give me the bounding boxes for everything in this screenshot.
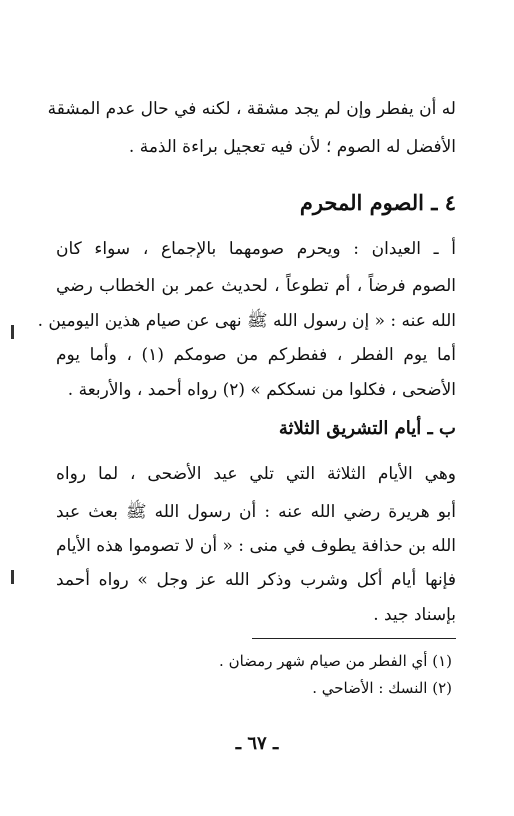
page-number: ـ ٦٧ ـ — [235, 733, 279, 754]
intro-line-1: له أن يفطر وإن لم يجد مشقة ، لكنه في حال عدم المشقة — [47, 99, 456, 119]
part-b-heading: ب ـ أيام التشريق الثلاثة — [278, 418, 456, 439]
margin-mark — [11, 570, 14, 584]
part-b-line-1: وهي الأيام الثلاثة التي تلي عيد الأضحى ، لما رواه — [56, 464, 456, 484]
part-a-line-2: الصوم فرضاً ، أم تطوعاً ، لحديث عمر بن الخطاب رضي — [56, 276, 456, 296]
margin-mark — [11, 325, 14, 339]
footnote-divider — [252, 638, 456, 639]
part-b-line-4: فإنها أيام أكل وشرب وذكر الله عز وجل » رواه أحمد — [56, 570, 456, 590]
footnote-1: (١) أي الفطر من صيام شهر رمضان . — [219, 652, 452, 670]
part-b-line-5: بإسناد جيد . — [373, 605, 456, 625]
part-a-line-1: أ ـ العيدان : ويحرم صومهما بالإجماع ، سواء كان — [56, 239, 456, 259]
part-a-line-4: أما يوم الفطر ، ففطركم من صومكم (١) ، وأما يوم — [56, 345, 456, 365]
intro-line-2: الأفضل له الصوم ؛ لأن فيه تعجيل براءة الذمة . — [128, 137, 456, 157]
part-b-line-3: الله بن حذافة يطوف في منى : « أن لا تصوموا هذه الأيام — [56, 536, 456, 556]
part-b-line-2: أبو هريرة رضي الله عنه : أن رسول الله ﷺ بعث عبد — [56, 502, 456, 522]
part-a-line-3: الله عنه : « إن رسول الله ﷺ نهى عن صيام هذين اليومين . — [37, 311, 456, 331]
section-heading: ٤ ـ الصوم المحرم — [299, 190, 456, 215]
footnote-2: (٢) النسك : الأضاحي . — [312, 679, 452, 697]
part-a-line-5: الأضحى ، فكلوا من نسككم » (٢) رواه أحمد ، والأربعة . — [67, 380, 456, 400]
